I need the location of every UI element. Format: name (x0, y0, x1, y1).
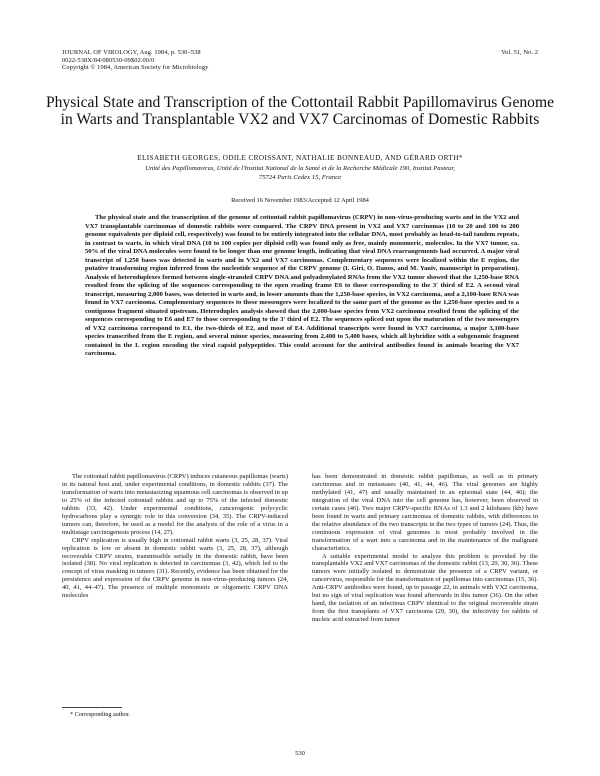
page-number: 530 (295, 750, 305, 757)
journal-citation: JOURNAL OF VIROLOGY, Aug. 1984, p. 530–538 (62, 49, 201, 56)
affiliation-line-2: 75724 Paris Cedex 15, France (258, 173, 342, 181)
body-column-right (312, 473, 538, 624)
volume-info: Vol. 51, No. 2 (501, 49, 538, 56)
received-dates: Received 16 November 1983/Accepted 12 April 1984 (231, 197, 369, 204)
footnote: * Corresponding author. (70, 711, 130, 718)
paragraph: A suitable experimental model to analyze this problem is provided by the transplantable VX2 and VX7 carcinomas of the domestic rabbit (13, 29, 30, 36). These tumors were initially isolated to demonstrate the presence of a CRPV variant, or cancervirus, responsible for the transformation of papillomas into carcinomas (15, 36). Anti-CRPV antibodies were found, up to passage 22, in animals with VX2 carcinoma, but no sign of viral replication was found afterwards in this tumor (36). On the other hand, the isolation of an infectious CRPV identical to the original recoverable strain from the first transplants of VX7 carcinoma (29, 30), the infectivity for rabbits of nucleic acid extracted from tumor (312, 552, 538, 624)
authors: ELISABETH GEORGES, ODILE CROISSANT, NATHALIE BONNEAUD, AND GÉRARD ORTH* (137, 153, 463, 162)
abstract-text: The physical state and the transcription of the genome of cottontail rabbit papillomavirus (CRPV) in non-virus-producing warts and in the VX2 and VX7 transplantable carcinomas of domestic rabbits were compared. The CRPV DNA present in VX2 and VX7 carcinomas (10 to 20 and 100 to 200 genome equivalents per diploid cell, respectively) was found to be entirely integrated into the cellular DNA, most probably as head-to-tail tandem repeats, in contrast to warts, in which viral DNA (10 to 100 copies per diploid cell) was found only as free, mainly monomeric, molecules. In the VX7 tumor, ca. 50% of the viral DNA molecules were found to be longer than one genome length, indicating that viral DNA rearrangements had occurred. A major viral transcript of 1,250 bases was detected in warts and in VX2 and VX7 carcinomas. Complementary sequences were localized within the E region, the putative transforming region inferred from the nucleotide sequence of the CRPV genome (I. Giri, O. Danos, and M. Yaniv, manuscript in preparation). Analysis of heteroduplexes formed between single-stranded CRPV DNA and polyadenylated RNAs from the VX2 tumor showed that the 1,250-base RNA resulted from the splicing of the sequences corresponding to the open reading frame E6 to those corresponding to the 3' third of E2. A second viral transcript, measuring 2,000 bases, was detected in warts and, in lesser amounts than the 1,250-base species, in VX2 carcinoma, and a 2,100-base RNA was found in VX7 carcinoma. Complementary sequences to these messengers were localized to the same part of the genome as the 1,250-base species and to a contiguous fragment situated upstream. Heteroduplex analysis showed that the 2,000-base species from VX2 carcinoma resulted from the splicing of the sequences corresponding to E6 and E7 to those corresponding to the 3' third of E2. The sequences spliced out upon the maturation of the two messengers of VX2 carcinoma correspond to E1, the two-thirds of E2, and most of E4. Additional transcripts were found in VX7 carcinoma, a major 3,100-base species transcribed from the E region, and several minor species, measuring from 2,400 to 5,400 bases, which all hybridize with a subgenomic fragment contained in the L region encoding the viral capsid polypeptides. This could account for the antiviral antibodies found in animals bearing the VX7 carcinoma. (85, 214, 519, 357)
paragraph: CRPV replication is usually high in cottontail rabbit warts (3, 25, 28, 37). Viral replication is low or absent in domestic rabbit warts (3, 25, 28, 37), although recoverable CRPV strains, transmissible serially in the domestic rabbit, have been isolated (38). No viral replication is detected in carcinomas (3, 42), which led to the concept of virus masking in tumors (31). Recently, evidence has been obtained for the persistence and expression of the CRPV genome in non-virus-producing tumors (24, 40, 41, 44–47). The presence of multiple monomeric or oligomeric CRPV DNA molecules (62, 536, 288, 600)
issn: 0022-538X/84/080530-09$02.00/0 (62, 56, 155, 64)
affiliation-line-1: Unité des Papillomavirus, Unité de l'Institut National de la Santé et de la Recherche Médicale 190, Institut Pasteur, (145, 165, 455, 172)
article-title: Physical State and Transcription of the Cottontail Rabbit Papillomavirus Genome in Warts and Transplantable VX2 and VX7 Carcinomas of Domestic Rabbits (45, 94, 555, 128)
affiliation (60, 165, 540, 182)
copyright: Copyright © 1984, American Society for Microbiology (62, 64, 209, 72)
paragraph: The cottontail rabbit papillomavirus (CRPV) induces cutaneous papillomas (warts) in its natural host and, under experimental conditions, in domestic rabbits (37). The transformation of warts into metastasizing squamous cell carcinomas is observed in up to 25% of the infected cottontail rabbits and up to 75% of the infected domestic rabbits (33, 42). Under experimental conditions, cancerogenic polycyclic hydrocarbons play a synergic role in this conversion (34, 35). The CRPV-induced tumors can, therefore, be used as a model for the analysis of the role of a virus in a multistage carcinogenesis process (14, 27). (62, 473, 288, 536)
body-column-left (62, 473, 288, 600)
paragraph: has been demonstrated in domestic rabbit papillomas, as well as in primary carcinomas and in metastases (40, 41, 44, 46). The viral genomes are highly methylated (41, 47) and usually maintained in an episomal state (44, 46); the integration of the viral DNA into the cell genome has, however, been observed in certain cases (46). Two major CRPV-specific RNAs of 1.3 and 2 kilobases (kb) have been found in warts and primary carcinomas of domestic rabbits, with differences in the relative abundance of the two transcripts in the two types of tumors (24). Thus, the continuous expression of viral genomes is most probably involved in the transformation of a wart into a carcinoma and in the maintenance of the malignant characteristics. (312, 473, 538, 552)
abstract (85, 214, 519, 359)
footnote-divider (62, 707, 122, 708)
journal-header (62, 49, 208, 72)
